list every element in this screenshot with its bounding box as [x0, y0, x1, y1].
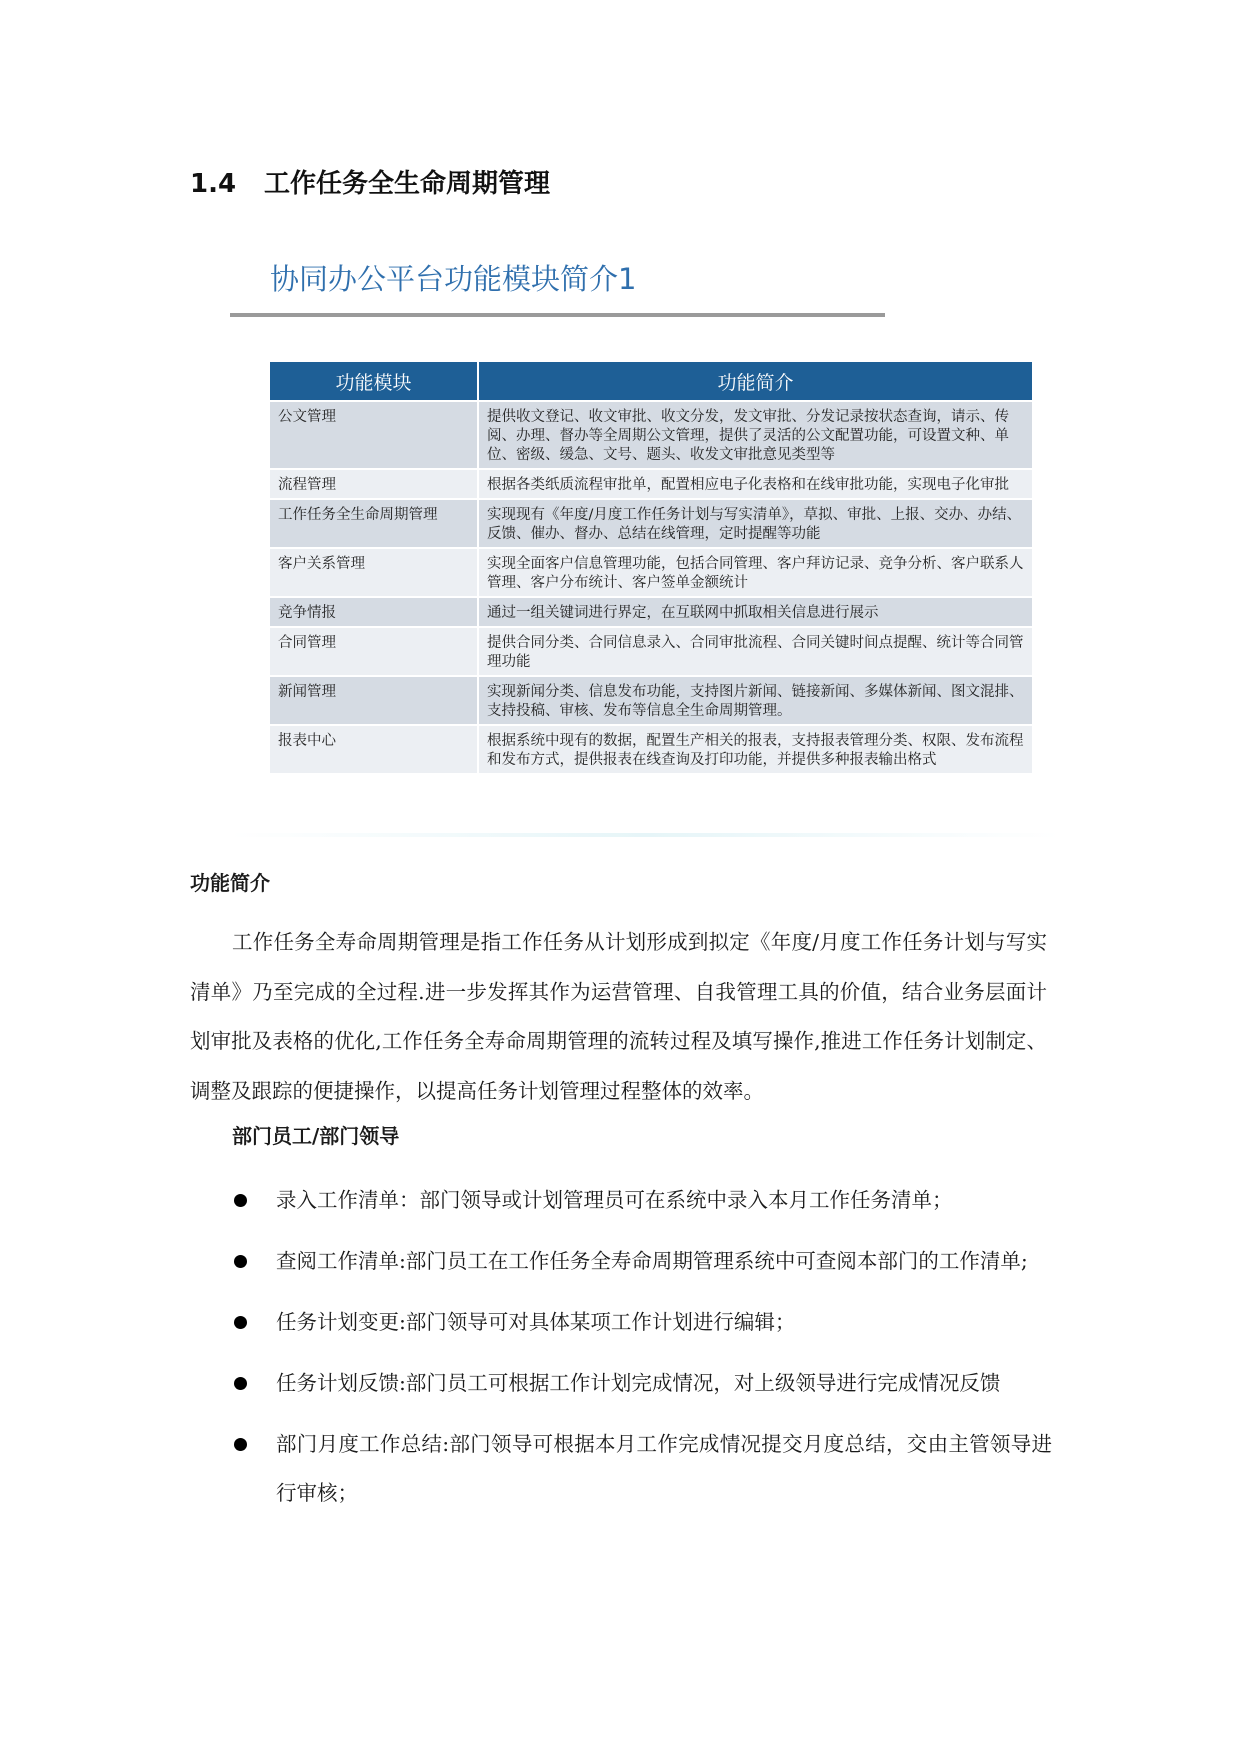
- module-figure: [230, 258, 1060, 838]
- bullet-icon: [234, 1255, 247, 1268]
- module-desc-cell: 根据各类纸质流程审批单，配置相应电子化表格和在线审批功能，实现电子化审批: [478, 469, 1032, 499]
- section-heading: [190, 164, 550, 204]
- module-name-cell: 合同管理: [270, 627, 478, 676]
- figure-title: 协同办公平台功能模块简介1: [270, 262, 637, 296]
- section-title: 工作任务全生命周期管理: [264, 169, 551, 199]
- table-row: [270, 401, 1032, 469]
- list-item: [232, 1237, 1052, 1286]
- roles-list: [232, 1176, 1052, 1530]
- module-name-cell: 新闻管理: [270, 676, 478, 725]
- module-desc-cell: 通过一组关键词进行界定，在互联网中抓取相关信息进行展示: [478, 597, 1032, 627]
- module-desc-cell: 根据系统中现有的数据，配置生产相关的报表，支持报表管理分类、权限、发布流程和发布方式，提供报表在线查询及打印功能，并提供多种报表输出格式: [478, 725, 1032, 773]
- intro-paragraph: 工作任务全寿命周期管理是指工作任务从计划形成到拟定《年度/月度工作任务计划与写实清单》乃至完成的全过程.进一步发挥其作为运营管理、自我管理工具的价值，结合业务层面计划审批及表格的优化,工作任务全寿命周期管理的流转过程及填写操作,推进工作任务计划制定、调整及跟踪的便捷操作，以提高任务计划管理过程整体的效率。: [190, 930, 1047, 1103]
- figure-bottom-edge: [230, 833, 1060, 837]
- module-name-cell: 工作任务全生命周期管理: [270, 499, 478, 548]
- module-desc-cell: 实现新闻分类、信息发布功能，支持图片新闻、链接新闻、多媒体新闻、图文混排、支持投稿、审核、发布等信息全生命周期管理。: [478, 676, 1032, 725]
- module-name-cell: 竞争情报: [270, 597, 478, 627]
- table-row: [270, 725, 1032, 773]
- module-desc-cell: 实现全面客户信息管理功能，包括合同管理、客户拜访记录、竞争分析、客户联系人管理、客户分布统计、客户签单金额统计: [478, 548, 1032, 597]
- module-table: [270, 362, 1032, 773]
- module-desc-cell: 实现现有《年度/月度工作任务计划与写实清单》，草拟、审批、上报、交办、办结、反馈、催办、督办、总结在线管理，定时提醒等功能: [478, 499, 1032, 548]
- module-desc-cell: 提供收文登记、收文审批、收文分发，发文审批、分发记录按状态查询，请示、传阅、办理、督办等全周期公文管理，提供了灵活的公文配置功能，可设置文种、单位、密级、缓急、文号、题头、收发文审批意见类型等: [478, 401, 1032, 469]
- list-item-text: 任务计划变更:部门领导可对具体某项工作计划进行编辑；: [276, 1310, 796, 1334]
- list-item-text: 录入工作清单：部门领导或计划管理员可在系统中录入本月工作任务清单；: [276, 1188, 953, 1212]
- module-name-cell: 客户关系管理: [270, 548, 478, 597]
- column-header: 功能模块: [270, 362, 478, 401]
- table-header-row: [270, 362, 1032, 401]
- table-row: [270, 597, 1032, 627]
- list-item: [232, 1420, 1052, 1518]
- list-item: [232, 1359, 1052, 1408]
- table-row: [270, 499, 1032, 548]
- module-name-cell: 报表中心: [270, 725, 478, 773]
- bullet-icon: [234, 1377, 247, 1390]
- section-number: 1.4: [190, 169, 237, 199]
- bullet-icon: [234, 1316, 247, 1329]
- list-item: [232, 1176, 1052, 1225]
- table-row: [270, 548, 1032, 597]
- module-name-cell: 公文管理: [270, 401, 478, 469]
- bullet-icon: [234, 1438, 247, 1451]
- table-row: [270, 676, 1032, 725]
- intro-heading: 功能简介: [190, 871, 270, 895]
- list-item-text: 查阅工作清单:部门员工在工作任务全寿命周期管理系统中可查阅本部门的工作清单;: [276, 1249, 1028, 1273]
- bullet-icon: [234, 1194, 247, 1207]
- figure-title-rule: [230, 313, 885, 317]
- roles-heading: 部门员工/部门领导: [232, 1124, 400, 1148]
- column-header: 功能简介: [478, 362, 1032, 401]
- table-row: [270, 469, 1032, 499]
- list-item-text: 部门月度工作总结:部门领导可根据本月工作完成情况提交月度总结，交由主管领导进行审核；: [276, 1432, 1052, 1505]
- list-item: [232, 1298, 1052, 1347]
- module-name-cell: 流程管理: [270, 469, 478, 499]
- table-row: [270, 627, 1032, 676]
- list-item-text: 任务计划反馈:部门员工可根据工作计划完成情况，对上级领导进行完成情况反馈: [276, 1371, 1001, 1395]
- module-desc-cell: 提供合同分类、合同信息录入、合同审批流程、合同关键时间点提醒、统计等合同管理功能: [478, 627, 1032, 676]
